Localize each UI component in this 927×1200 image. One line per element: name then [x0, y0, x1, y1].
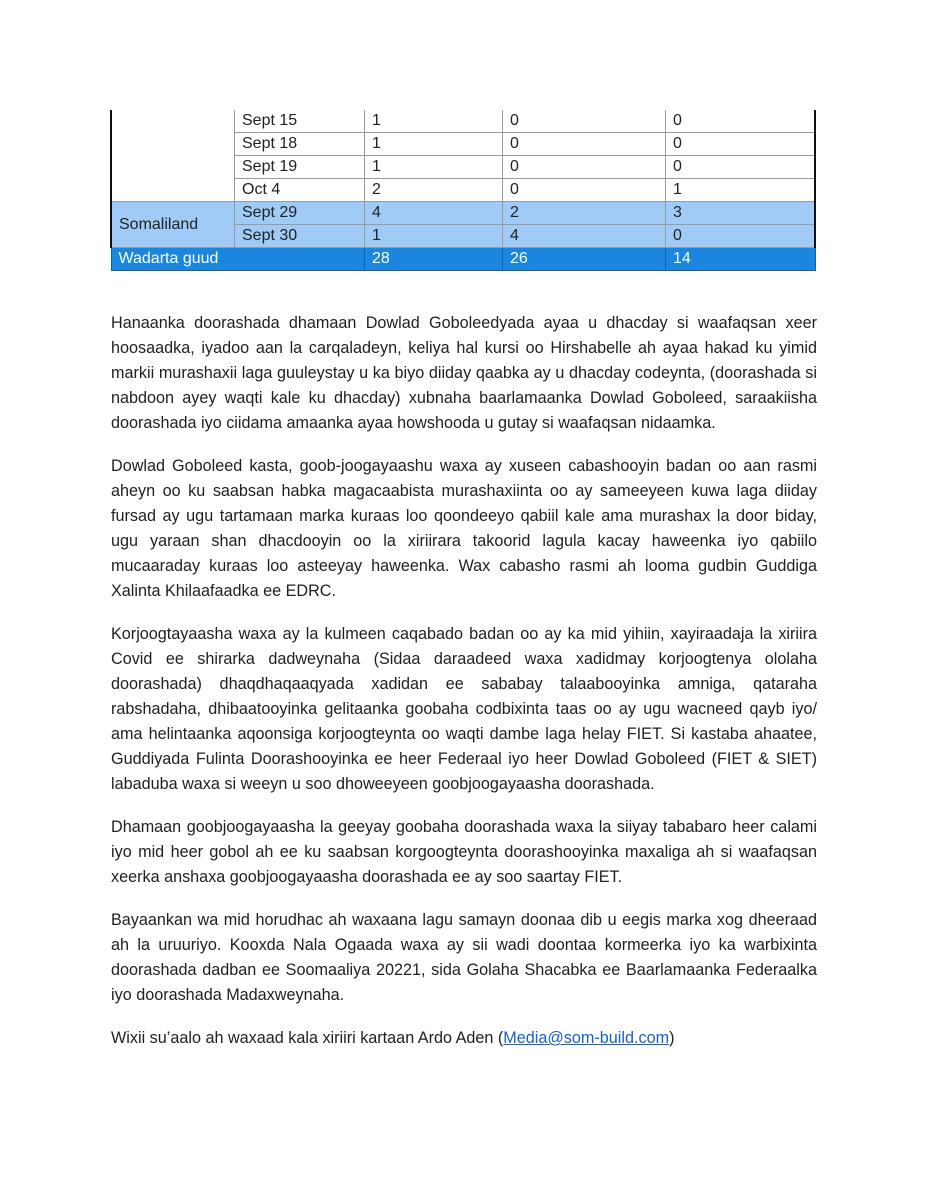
value-cell: 1	[666, 179, 816, 202]
value-cell: 1	[365, 225, 503, 248]
contact-line	[111, 1026, 817, 1051]
paragraph: Hanaanka doorashada dhamaan Dowlad Goboleedyada ayaa u dhacday si waafaqsan xeer hoosaadka, iyadoo aan la carqaladeyn, keliya hal kursi oo Hirshabelle ah ayaa hakad ku yimid markii murashaxii laga guuleystay u ka biyo diiday qaabka ay u dhacday codeynta, (doorashada si nabdoon ayey waqti kale ku dhacday) xubnaha baarlamaanka Dowlad Goboleed, saraakiisha doorashada iyo ciidama amaanka ayaa howshooda u gutay si waafaqsan nidaamka.	[111, 314, 817, 432]
value-cell: 4	[365, 202, 503, 225]
contact-email-link[interactable]: Media@som-build.com	[503, 1029, 670, 1047]
date-cell: Sept 18	[235, 133, 365, 156]
value-cell: 1	[365, 156, 503, 179]
date-cell: Sept 15	[235, 110, 365, 133]
total-value: 28	[365, 248, 503, 271]
value-cell: 0	[503, 110, 666, 133]
value-cell: 0	[666, 110, 816, 133]
region-cell	[111, 110, 235, 202]
table-row	[111, 110, 815, 133]
table-row	[111, 202, 815, 225]
paragraph: Korjoogtayaasha waxa ay la kulmeen caqabado badan oo ay ka mid yihiin, xayiraadaja la xiriira Covid ee shirarka dadweynaha (Sidaa daraadeed waxa xadidmay korjoogtenya ololaha doorashada) dhaqdhaqaaqyada xadidan ee sababay talaabooyinka amniga, qataraha rabshadaha, dhibaatooyinka gelitaanka goobaha codbixinta taas oo ay ugu wacneed qayb iyo/ ama helintaanka aqoonsiga korjoogteynta oo waqti dambe laga helay FIET. Si kastaba ahaatee, Guddiyada Fulinta Doorashooyinka ee heer Federaal iyo heer Dowlad Goboleed (FIET & SIET) labaduba waxa si weeyn u soo dhoweeyeen goobjoogayaasha doorashada.	[111, 625, 817, 793]
total-label: Wadarta guud	[111, 248, 365, 271]
value-cell: 0	[503, 179, 666, 202]
value-cell: 0	[666, 225, 816, 248]
value-cell: 4	[503, 225, 666, 248]
value-cell: 0	[503, 133, 666, 156]
value-cell: 1	[365, 133, 503, 156]
total-value: 26	[503, 248, 666, 271]
contact-prefix: Wixii su’aalo ah waxaad kala xiriiri kartaan Ardo Aden (	[111, 1029, 504, 1047]
value-cell: 0	[666, 133, 816, 156]
total-row	[111, 248, 815, 271]
date-cell: Oct 4	[235, 179, 365, 202]
total-value: 14	[666, 248, 816, 271]
value-cell: 0	[503, 156, 666, 179]
value-cell: 1	[365, 110, 503, 133]
region-cell: Somaliland	[111, 202, 235, 248]
date-cell: Sept 19	[235, 156, 365, 179]
contact-suffix: )	[669, 1029, 675, 1047]
value-cell: 3	[666, 202, 816, 225]
value-cell: 2	[503, 202, 666, 225]
value-cell: 0	[666, 156, 816, 179]
paragraph: Dowlad Goboleed kasta, goob-joogayaashu waxa ay xuseen cabashooyin badan oo aan rasmi aheyn oo ku saabsan habka magacaabista murashaxiinta oo ay sameeyeen kuwa laga diiday fursad ay ugu tartamaan marka kuraas loo qoondeeyo qabiil kale ama murashax la door biday, ugu yaraan shan dhacdooyin oo la xiriirara takoorid lagula kacay haweenka iyo qabiilo mucaaraday kuraas loo asteeyay haweenka. Wax cabasho rasmi ah looma gudbin Guddiga Xalinta Khilaafaadka ee EDRC.	[111, 457, 817, 600]
date-cell: Sept 30	[235, 225, 365, 248]
date-cell: Sept 29	[235, 202, 365, 225]
value-cell: 2	[365, 179, 503, 202]
body-text	[111, 311, 817, 1069]
paragraph: Bayaankan wa mid horudhac ah waxaana lagu samayn doonaa dib u eegis marka xog dheeraad ah la uruuriyo. Kooxda Nala Ogaada waxa ay sii wadi doontaa kormeerka iyo ka warbixinta doorashada dadban ee Soomaaliya 20221, sida Golaha Shacabka ee Baarlamaanka Federaalka iyo doorashada Madaxweynaha.	[111, 911, 817, 1004]
paragraph: Dhamaan goobjoogayaasha la geeyay goobaha doorashada waxa la siiyay tababaro heer calami iyo mid heer gobol ah ee ku saabsan korgoogteynta doorashooyinka maxaliga ah si waafaqsan xeerka anshaxa goobjoogayaasha doorashada ee ay soo saartay FIET.	[111, 818, 817, 886]
results-table	[110, 110, 816, 271]
